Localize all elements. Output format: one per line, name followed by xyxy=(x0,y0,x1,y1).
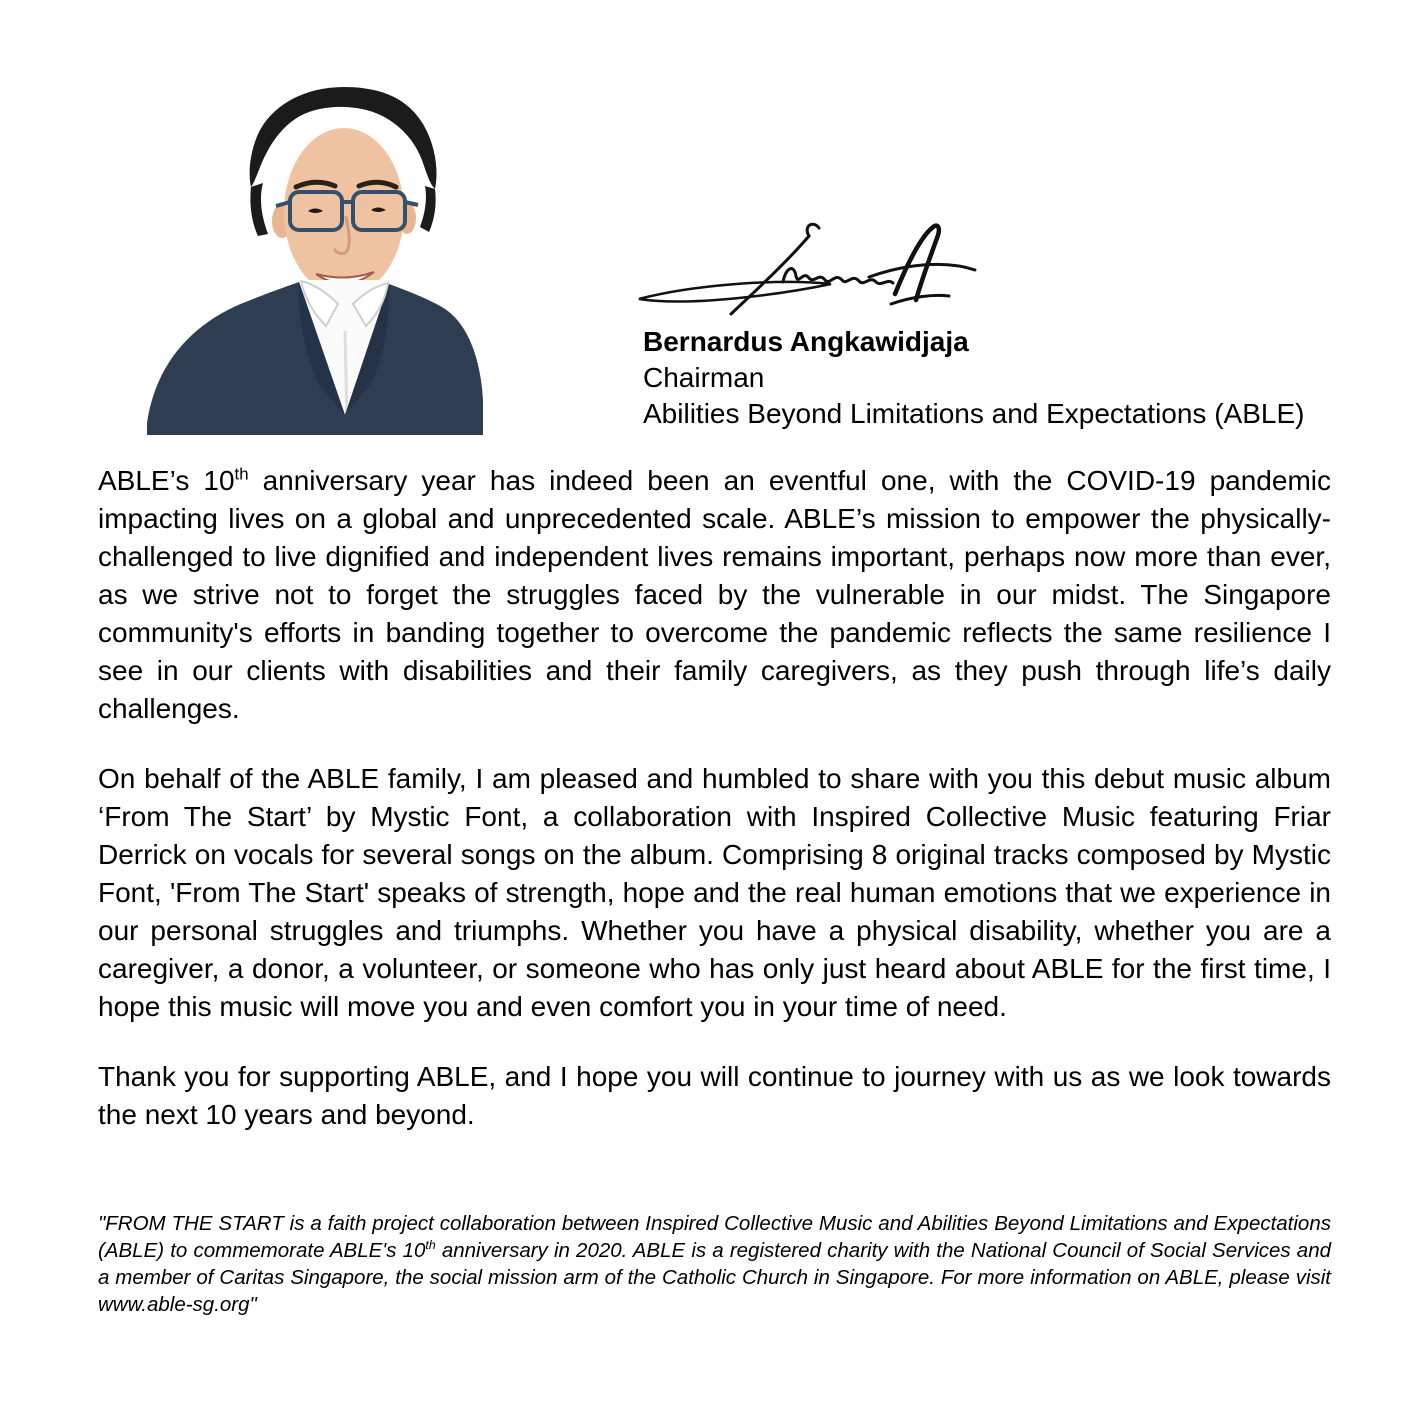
footnote xyxy=(98,1210,1331,1318)
portrait-shirt-placket xyxy=(345,331,347,421)
signatory-organization: Abilities Beyond Limitations and Expectations (ABLE) xyxy=(643,398,1305,429)
signatory-name: Bernardus Angkawidjaja xyxy=(643,326,969,357)
superscript-text: th xyxy=(234,464,249,484)
portrait-hair-side-right xyxy=(420,186,436,232)
portrait-hair-side-left xyxy=(250,183,268,236)
body-paragraph xyxy=(98,760,1331,1026)
letter-body xyxy=(98,462,1331,1134)
text-run: ABLE’s 10 xyxy=(98,465,235,496)
signatory-block xyxy=(643,324,1363,432)
portrait-illustration xyxy=(147,85,483,435)
text-run: On behalf of the ABLE family, I am pleased and humbled to share with you this debut music album ‘From The Start’ by Mystic Font, a collaboration with Inspired Collective Music featuring Friar Derrick on vocals for several songs on the album. Comprising 8 original tracks composed by Mystic Font, 'From The Start' speaks of strength, hope and the real human emotions that we experience in our personal struggles and triumphs. Whether you have a physical disability, whether you are a caregiver, a donor, a volunteer, or someone who has only just heard about ABLE for the first time, I hope this music will move you and even comfort you in your time of need. xyxy=(98,763,1331,1022)
signatory-title: Chairman xyxy=(643,362,765,393)
body-paragraph xyxy=(98,1058,1331,1134)
signature-strokes xyxy=(633,220,981,320)
body-paragraph xyxy=(98,462,1331,728)
superscript-text: th xyxy=(425,1238,436,1253)
text-run: "FROM THE START is a faith project collaboration between Inspired Collective Music and Abilities Beyond Limitations and Expectations (ABLE) to commemorate ABLE's 10 xyxy=(98,1212,1331,1262)
chairman-portrait-photo xyxy=(147,85,483,435)
text-run: Thank you for supporting ABLE, and I hope you will continue to journey with us as we look towards the next 10 years and beyond. xyxy=(98,1061,1331,1130)
text-run: anniversary year has indeed been an eventful one, with the COVID-19 pandemic impacting lives on a global and unprecedented scale. ABLE’s mission to empower the physically-challenged to live dignified and independent lives remains important, perhaps now more than ever, as we strive not to forget the struggles faced by the vulnerable in our midst. The Singapore community's efforts in banding together to overcome the pandemic reflects the same resilience I see in our clients with disabilities and their family caregivers, as they push through life’s daily challenges. xyxy=(98,465,1331,724)
signature-image xyxy=(633,220,981,320)
text-run: anniversary in 2020. ABLE is a registered charity with the National Council of Social Services and a member of Caritas Singapore, the social mission arm of the Catholic Church in Singapore. For more information on ABLE, please visit www.able-sg.org" xyxy=(98,1239,1332,1316)
